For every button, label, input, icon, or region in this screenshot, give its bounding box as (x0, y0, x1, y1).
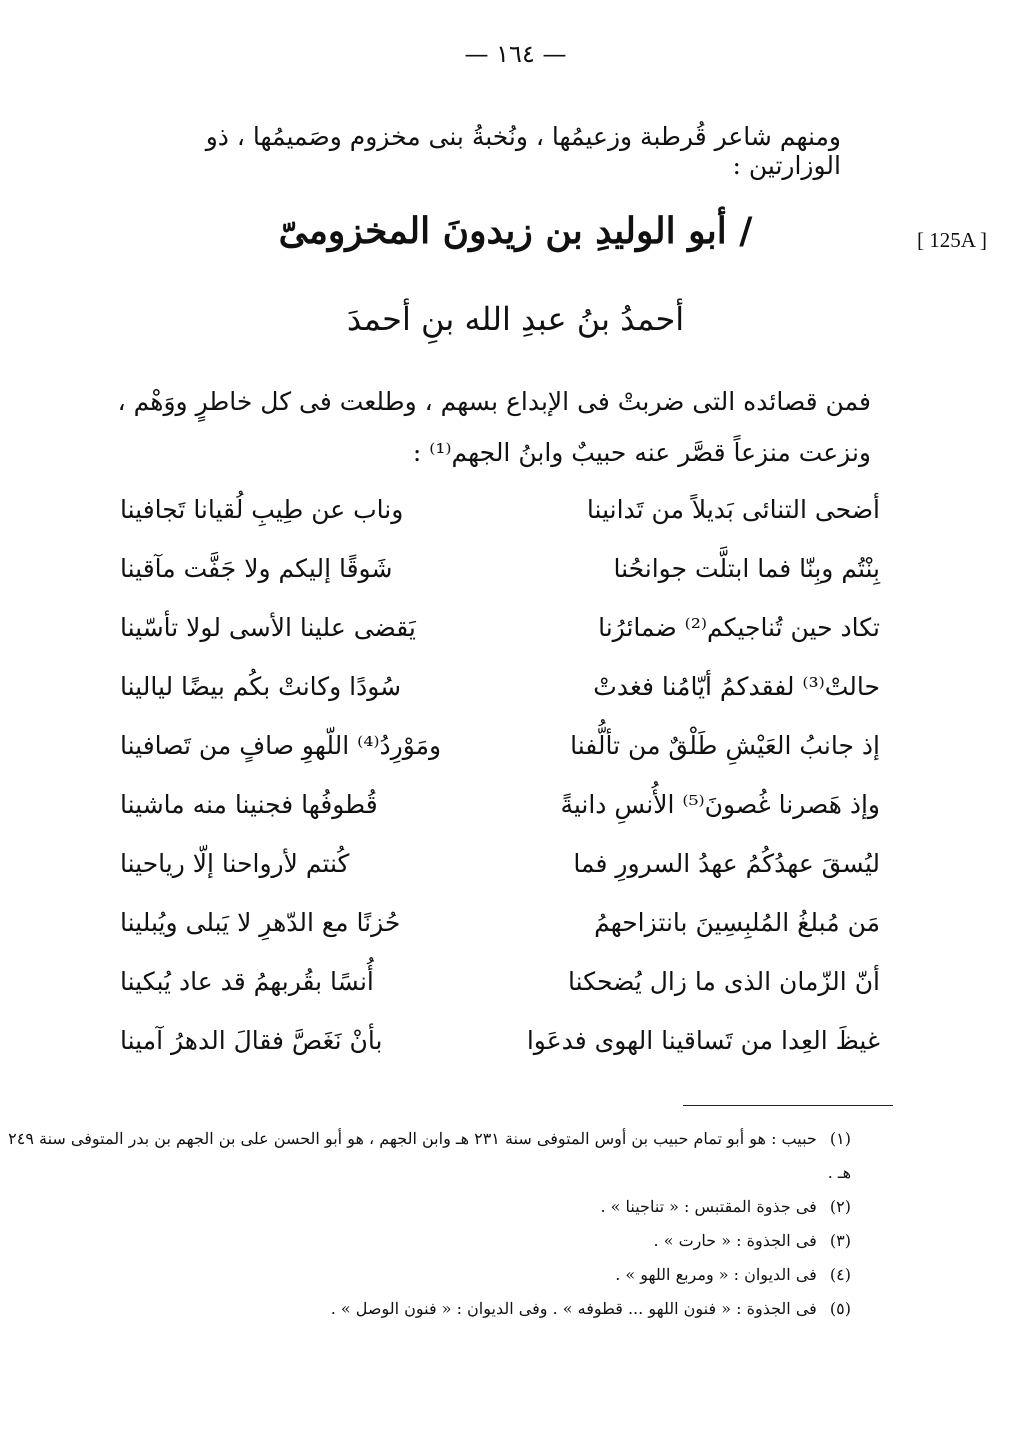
verse-row (120, 554, 880, 613)
footnote-item (1, 1190, 851, 1224)
footnote-number: (٤) (829, 1265, 851, 1284)
intro-line: ومنهم شاعر قُرطبة وزعيمُها ، ونُخبةُ بنى مخزوم وصَميمُها ، ذو الوزارتين : (205, 122, 841, 180)
verse-second-hemistich: يَقضى علينا الأسى لولا تأسّينا (120, 613, 416, 642)
paragraph-line-2: ونزعت منزعاً قصَّر عنه حبيبٌ وابنُ الجهم⁽¹⁾ : (412, 438, 871, 467)
verse-second-hemistich: شَوقًا إليكم ولا جَفَّت مآقينا (120, 554, 393, 583)
verse-second-hemistich: وناب عن طِيبِ لُقيانا تَجافينا (120, 495, 404, 524)
verse-first-hemistich: حالتْ⁽³⁾ لفقدكمُ أيّامُنا فغدتْ (593, 672, 880, 701)
footnote-number: (٢) (829, 1197, 851, 1216)
footnote-text: فى الجذوة : « فنون اللهو ... قطوفه » . وفى الديوان : « فنون الوصل » . (330, 1299, 817, 1318)
verse-first-hemistich: إذ جانبُ العَيْشِ طَلْقٌ من تألُّفنا (570, 731, 880, 760)
verse-row (120, 495, 880, 554)
verse-second-hemistich: سُودًا وكانتْ بكُم بيضًا ليالينا (120, 672, 402, 701)
verse-second-hemistich: حُزنًا مع الدّهرِ لا يَبلى ويُبلينا (120, 908, 401, 937)
page-number: — ١٦٤ — (464, 40, 567, 68)
footnote-item (1, 1292, 851, 1326)
verse-row (120, 1026, 880, 1085)
verse-first-hemistich: أضحى التنائى بَديلاً من تَدانينا (586, 495, 880, 524)
poet-fullname: أحمدُ بنُ عبدِ الله بنِ أحمدَ (346, 300, 685, 338)
footnotes (1, 1122, 851, 1326)
paragraph-line-1: فمن قصائده التى ضربتْ فى الإبداع بسهم ، وطلعت فى كل خاطرٍ ووَهْم ، (117, 387, 871, 416)
verse-second-hemistich: كُنتم لأرواحنا إلّا رياحينا (120, 849, 350, 878)
verse-second-hemistich: بأنْ نَغَصَّ فقالَ الدهرُ آمينا (120, 1026, 383, 1055)
footnote-item (1, 1224, 851, 1258)
footnote-item (1, 1258, 851, 1292)
verse-second-hemistich: قُطوفُها فجنينا منه ماشينا (120, 790, 378, 819)
verse-row (120, 908, 880, 967)
verse-first-hemistich: أنّ الزّمان الذى ما زال يُضحكنا (568, 967, 880, 996)
footnote-text: فى جذوة المقتبس : « تناجينا » . (600, 1197, 817, 1216)
footnote-text: فى الديوان : « ومربع اللهو » . (615, 1265, 817, 1284)
verse-row (120, 790, 880, 849)
footnote-number: (١) (829, 1129, 851, 1148)
footnote-item (1, 1122, 851, 1190)
verse-first-hemistich: ليُسقَ عهدُكُمُ عهدُ السرورِ فما (573, 849, 880, 878)
margin-note: [ 125A ] (917, 228, 987, 252)
verse-first-hemistich: تكاد حين تُناجيكم⁽²⁾ ضمائرُنا (598, 613, 880, 642)
verse-first-hemistich: غيظَ العِدا من تَساقينا الهوى فدعَوا (526, 1026, 880, 1055)
verse-first-hemistich: بِنْتُم وبِنّا فما ابتلَّت جوانحُنا (613, 554, 880, 583)
footnote-number: (٥) (829, 1299, 851, 1318)
poet-title: / أبو الوليدِ بن زيدونَ المخزومىّ (278, 210, 753, 252)
verse-row (120, 967, 880, 1026)
verse-first-hemistich: مَن مُبلغُ المُلبِسِينَ بانتزاحهمُ (594, 908, 880, 937)
verse-row (120, 672, 880, 731)
verse-row (120, 849, 880, 908)
footnote-number: (٣) (829, 1231, 851, 1250)
verse-row (120, 731, 880, 790)
poem-verses (120, 495, 880, 1085)
footnote-text: حبيب : هو أبو تمام حبيب بن أوس المتوفى سنة ٢٣١ هـ وابن الجهم ، هو أبو الحسن على بن الجهم بن بدر المتوفى سنة ٢٤٩ هـ . (8, 1129, 851, 1182)
verse-row (120, 613, 880, 672)
verse-first-hemistich: وإذ هَصرنا غُصونَ⁽⁵⁾ الأُنسِ دانيةً (560, 790, 880, 819)
footnote-text: فى الجذوة : « حارت » . (653, 1231, 817, 1250)
footnote-divider (683, 1105, 893, 1106)
verse-second-hemistich: أُنسًا بقُربهمُ قد عاد يُبكينا (120, 967, 374, 996)
verse-second-hemistich: ومَوْرِدُ⁽⁴⁾ اللّهوِ صافٍ من تَصافينا (120, 731, 442, 760)
